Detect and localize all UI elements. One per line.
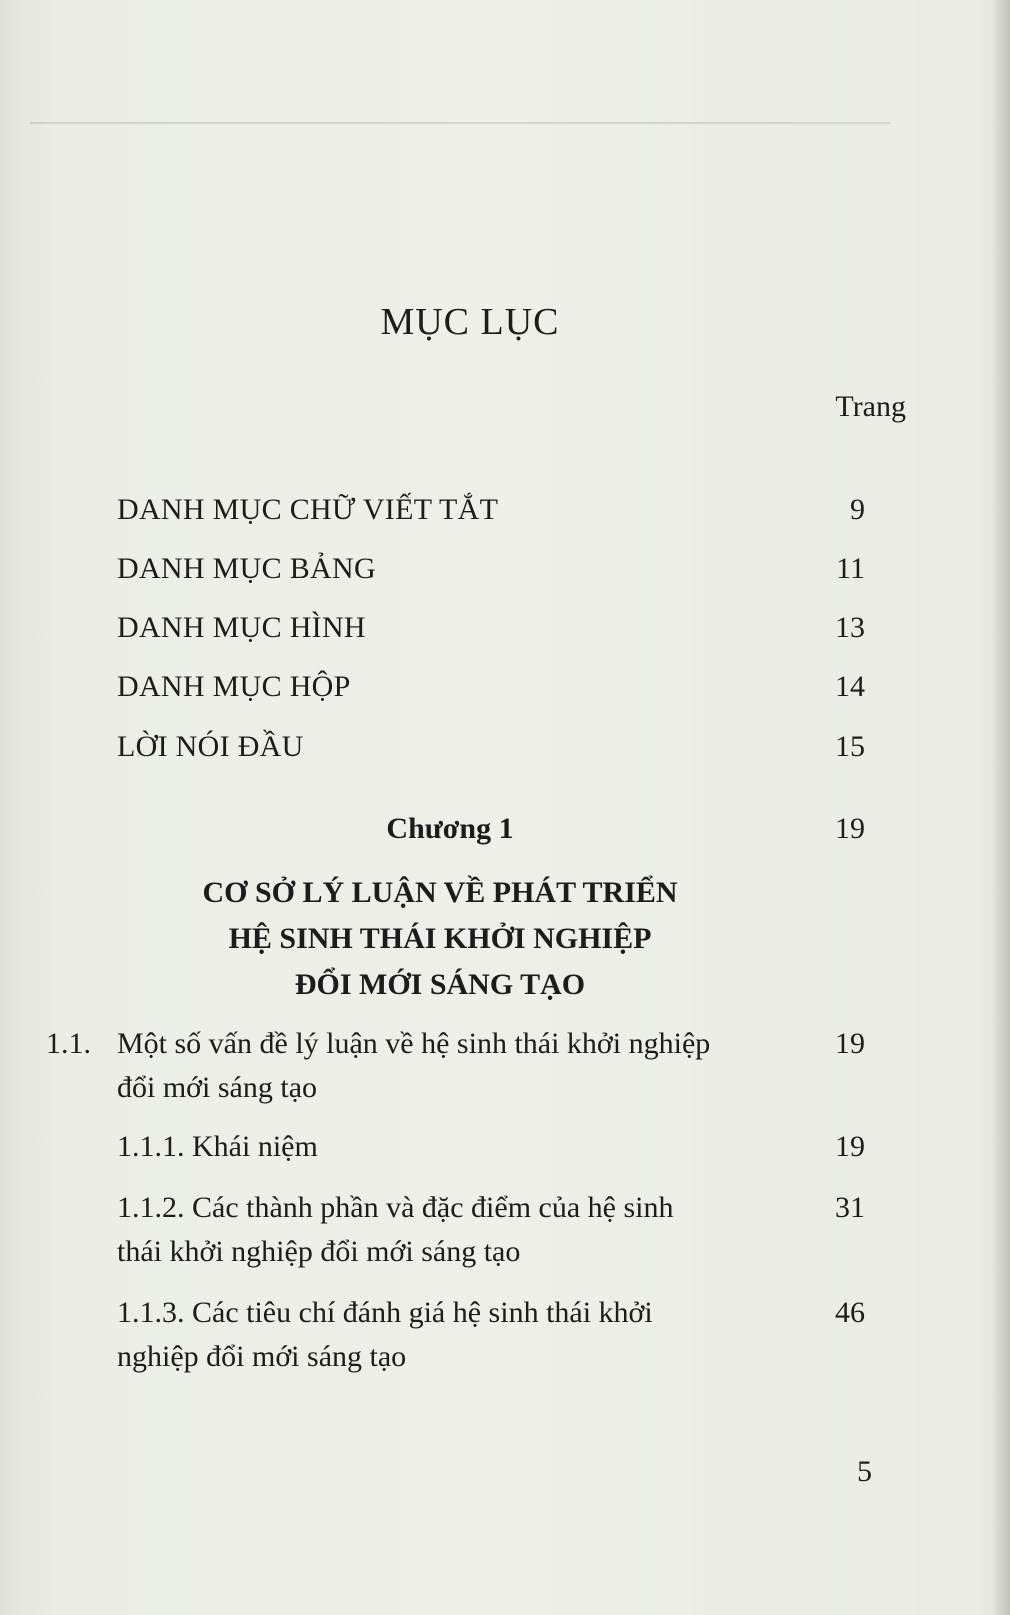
- toc-entry-label: DANH MỤC HÌNH: [117, 611, 366, 644]
- chapter-title-line: ĐỔI MỚI SÁNG TẠO: [294, 968, 586, 1001]
- page-column-header: Trang: [835, 390, 906, 423]
- toc-subsection-line: 1.1.1. Khái niệm: [117, 1130, 318, 1163]
- toc-entry-page: 14: [835, 670, 865, 703]
- toc-entry-page: 11: [836, 552, 865, 585]
- toc-subsection-label: [117, 1188, 777, 1272]
- chapter-title: [0, 870, 880, 1008]
- toc-section-line: Một số vấn đề lý luận về hệ sinh thái khởi nghiệp: [117, 1027, 711, 1060]
- page-number: 5: [857, 1455, 872, 1488]
- toc-section-page: 19: [835, 1027, 865, 1060]
- toc-subsection-line: nghiệp đổi mới sáng tạo: [117, 1340, 407, 1373]
- toc-subsection-line: 1.1.2. Các thành phần và đặc điểm của hệ sinh: [117, 1191, 674, 1224]
- toc-subsection-label: [117, 1293, 777, 1377]
- chapter-label[interactable]: Chương 1: [386, 812, 514, 845]
- toc-entry-label: LỜI NÓI ĐẦU: [117, 730, 304, 763]
- toc-subsection-line: thái khởi nghiệp đổi mới sáng tạo: [117, 1235, 521, 1268]
- toc-subsection-page: 46: [835, 1296, 865, 1329]
- toc-entry-page: 9: [850, 493, 865, 526]
- toc-section-label: [117, 1024, 777, 1108]
- chapter-page: 19: [835, 812, 865, 845]
- toc-entry-page: 15: [835, 730, 865, 763]
- toc-section-line: đổi mới sáng tạo: [117, 1071, 318, 1104]
- page-title: MỤC LỤC: [380, 301, 560, 343]
- toc-subsection-page: 31: [835, 1191, 865, 1224]
- toc-entry-page: 13: [835, 611, 865, 644]
- toc-entry-label: DANH MỤC BẢNG: [117, 552, 376, 585]
- toc-section-number: 1.1.: [46, 1027, 91, 1060]
- toc-subsection-line: 1.1.3. Các tiêu chí đánh giá hệ sinh thái khởi: [117, 1296, 653, 1329]
- toc-subsection-label: [117, 1127, 777, 1167]
- toc-subsection-page: 19: [835, 1130, 865, 1163]
- chapter-title-line: HỆ SINH THÁI KHỞI NGHIỆP: [228, 922, 652, 955]
- chapter-title-line: CƠ SỞ LÝ LUẬN VỀ PHÁT TRIỂN: [202, 876, 678, 909]
- page-edge-shadow: [992, 0, 1010, 1615]
- toc-entry-label: DANH MỤC HỘP: [117, 670, 351, 703]
- toc-entry-label: DANH MỤC CHỮ VIẾT TẮT: [117, 493, 499, 526]
